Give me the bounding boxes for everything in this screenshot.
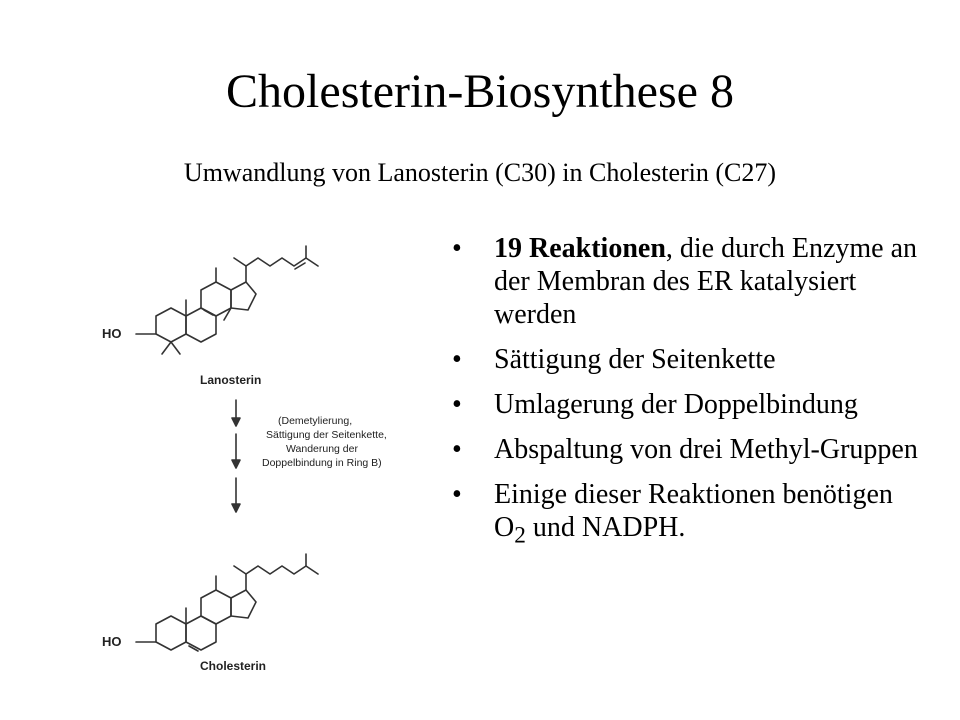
bullet-marker: • bbox=[452, 434, 462, 465]
bullet-item-saturation bbox=[452, 343, 922, 376]
cholesterin-ho-label: HO bbox=[102, 634, 122, 649]
arrow-note-line-1: (Demetylierung, bbox=[278, 415, 353, 427]
bullet-marker: • bbox=[452, 344, 462, 375]
bullet-list bbox=[452, 232, 922, 565]
arrow-note-line-4: Doppelbindung in Ring B) bbox=[262, 457, 382, 469]
bullet-item-reactions bbox=[452, 232, 922, 331]
bullet-item-rearrangement bbox=[452, 388, 922, 421]
subscript-two: 2 bbox=[514, 522, 526, 549]
reaction-arrows bbox=[232, 400, 240, 512]
cholesterin-label: Cholesterin bbox=[200, 659, 267, 673]
bullet-text: Sättigung der Seitenkette bbox=[494, 344, 776, 375]
arrow-note-line-2: Sättigung der Seitenkette, bbox=[266, 429, 387, 441]
bullet-text: , die durch Enzyme an der Membran des ER katalysiert werden bbox=[494, 233, 918, 330]
lanosterin-structure bbox=[136, 246, 318, 354]
slide-title: Cholesterin-Biosynthese 8 bbox=[226, 65, 734, 118]
bullet-item-methyl bbox=[452, 433, 922, 466]
bullet-item-cofactors bbox=[452, 478, 922, 553]
bullet-marker: • bbox=[452, 479, 462, 510]
bullet-bold-text: 19 Reaktionen bbox=[494, 233, 666, 264]
lanosterin-ho-label: HO bbox=[102, 326, 122, 341]
bullet-text: Umlagerung der Doppelbindung bbox=[494, 389, 858, 420]
slide-subtitle: Umwandlung von Lanosterin (C30) in Cholesterin (C27) bbox=[183, 158, 777, 187]
reaction-diagram bbox=[96, 212, 436, 692]
bullet-marker: • bbox=[452, 389, 462, 420]
bullet-text: Einige dieser Reaktionen benötigen O bbox=[494, 479, 893, 543]
lanosterin-label: Lanosterin bbox=[200, 373, 262, 387]
arrow-note-line-3: Wanderung der bbox=[286, 443, 358, 455]
bullet-text-tail: und NADPH. bbox=[525, 512, 686, 543]
bullet-text: Abspaltung von drei Methyl-Gruppen bbox=[494, 434, 918, 465]
cholesterin-structure bbox=[136, 554, 318, 651]
bullet-marker: • bbox=[452, 233, 462, 264]
